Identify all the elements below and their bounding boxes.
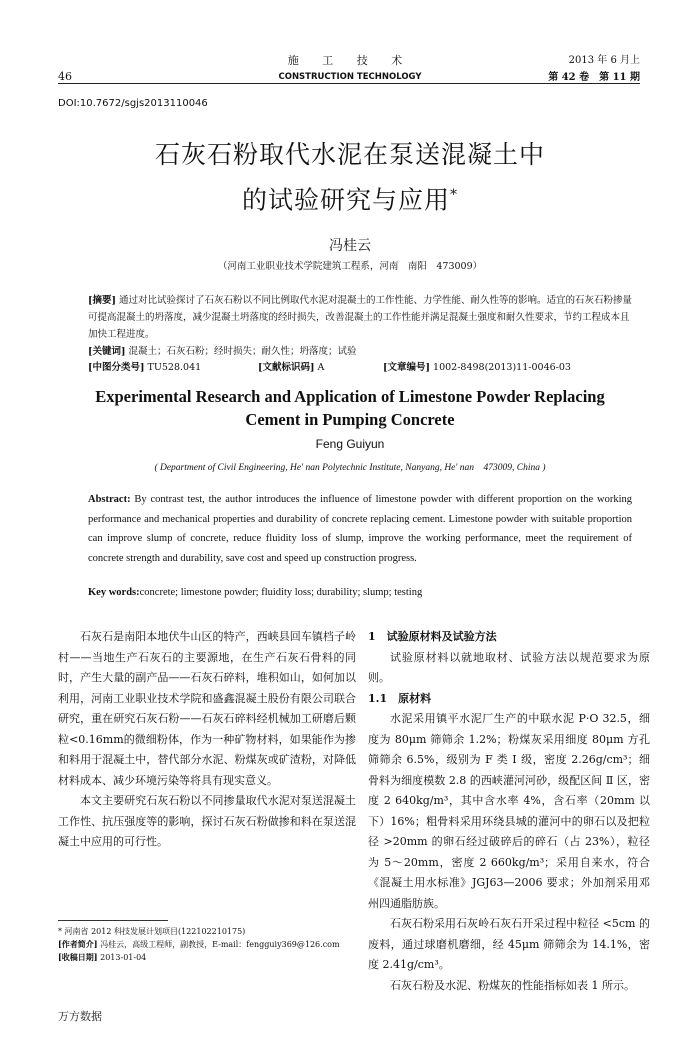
- doc-code: [258, 359, 324, 373]
- author-cn: 冯桂云: [329, 238, 371, 254]
- fund-footnote: * 河南省 2012 科技发展计划项目(122102210175): [58, 927, 246, 936]
- title-cn-line2: 的试验研究与应用: [241, 185, 450, 215]
- abstract-en-text: By contrast test, the author introduces the influence of limestone powder with different proportion on the working performance and mechanical properties and durability of concrete replacing cement. Limestone powder with suitable proportion can improve slump of concrete, reduce fluidity loss of slump, improve the working performance, meet the requirement of concrete strength and durability, save cost and speed up construction progress.: [88, 494, 632, 564]
- materials-paragraph-3: 石灰石粉及水泥、粉煤灰的性能指标如表 1 所示。: [390, 978, 635, 992]
- affiliation-cn: （河南工业职业技术学院建筑工程系，河南 南阳 473009）: [217, 261, 483, 272]
- issue-date: 2013 年 6 月上: [568, 55, 640, 66]
- issue-info: [548, 52, 640, 86]
- page-number: 46: [58, 70, 72, 83]
- materials-paragraph-1: 水泥采用镇平水泥厂生产的中联水泥 P·O 32.5，细度为 80μm 筛筛余 1.2%；粉煤灰采用细度 80μm 方孔筛筛余 6.5%，级别为 F 类 Ⅰ 级，密度 2.26g/cm³；细骨料为细度模数 2.8 的西峡灌河河砂，级配区间 Ⅱ 区，密度 2 640kg/m³，其中含水率 4%，含石率（20mm 以下）16%；粗骨料采用环绕县城的灌河中的卵石以及把粒径 >20mm 的卵石经过破碎后的碎石（占 23%），粒径为 5～20mm，密度 2 660kg/m³；采用自来水，符合《混凝土用水标准》JGJ63—2006 要求；外加剂采用邓州四通脂肪族。: [368, 712, 650, 910]
- article-number: [383, 359, 571, 373]
- wanfang-watermark: 万方数据: [58, 1010, 102, 1023]
- intro-paragraph-1: 石灰石是南阳本地伏牛山区的特产，西峡县回车镇档子岭村——当地生产石灰石的主要源地，在生产石灰石骨料的同时，产生大量的副产品——石灰石碎料，堆积如山，如何加以利用，河南工业职业技术学院和盛鑫混凝土股份有限公司联合研究，重在研究石灰石粉——石灰石碎料经机械加工研磨后颗粒<0.16mm的微细粉体，作为一种矿物材料，如果能作为掺和料用于混凝土中，替代部分水泥、粉煤灰或矿渣粉，对降低材料成本、减少环境污染等将具有现实意义。: [58, 630, 356, 787]
- keywords-cn: 混凝土；石灰石粉；经时损失；耐久性；坍落度；试验: [128, 346, 357, 357]
- journal-header: [200, 52, 500, 82]
- doc-code-label: [文献标识码]: [258, 362, 315, 373]
- clc-label: [中图分类号]: [88, 362, 145, 373]
- abstract-cn: [88, 292, 633, 360]
- clc-number: [88, 359, 201, 373]
- abstract-en-label: Abstract:: [88, 494, 131, 505]
- materials-paragraph-2: 石灰石粉采用石灰岭石灰石开采过程中粒径 <5cm 的废料，通过球磨机磨细，经 45μm 筛筛余为 14.1%，密度 2.41g/cm³。: [368, 917, 650, 971]
- keywords-en-label: Key words:: [88, 587, 140, 598]
- body-column-left: [58, 627, 356, 853]
- author-en: Feng Guiyun: [315, 437, 385, 451]
- clc-value: TU528.041: [147, 362, 202, 373]
- doi[interactable]: DOI:10.7672/sgjs2013110046: [58, 98, 208, 109]
- article-title-en: [0, 385, 700, 431]
- title-cn-line1: 石灰石粉取代水泥在泵送混凝土中: [154, 140, 545, 169]
- body-column-right: [368, 627, 650, 996]
- abstract-en: [88, 490, 632, 568]
- keywords-cn-label: [关键词]: [88, 346, 126, 357]
- author-bio-label: [作者简介]: [58, 939, 98, 949]
- section-heading-1-1: 1.1 原材料: [368, 691, 432, 705]
- fund-mark: *: [450, 187, 458, 203]
- title-en-line2: Cement in Pumping Concrete: [245, 410, 455, 429]
- abstract-cn-label: [摘要]: [88, 295, 116, 306]
- doc-code-value: A: [317, 362, 325, 373]
- section1-paragraph: 试验原材料以就地取材、试验方法以规范要求为原则。: [368, 650, 650, 684]
- journal-name-en: CONSTRUCTION TECHNOLOGY: [278, 72, 422, 82]
- article-title-cn: [0, 135, 700, 220]
- issue-volume: 第 42 卷 第 11 期: [548, 72, 640, 83]
- abstract-cn-text: 通过对比试验探讨了石灰石粉以不同比例取代水泥对混凝土的工作性能、力学性能、耐久性等的影响。适宜的石灰石粉掺量可提高混凝土的坍落度，减少混凝土坍落度的经时损失，改善混凝土的工作性能并满足混凝土强度和耐久性要求，节约工程成本且加快工程进度。: [88, 295, 633, 340]
- section-heading-1: 1 试验原材料及试验方法: [368, 630, 497, 643]
- title-en-line1: Experimental Research and Application of Limestone Powder Replacing: [95, 387, 605, 406]
- article-number-label: [文章编号]: [383, 362, 430, 373]
- keywords-en-block: [88, 587, 632, 598]
- affiliation-en: ( Department of Civil Engineering, He' nan Polytechnic Institute, Nanyang, He' nan 473009, China ): [154, 463, 546, 473]
- keywords-en: concrete; limestone powder; fluidity loss; durability; slump; testing: [139, 587, 423, 598]
- received-date-label: [收稿日期]: [58, 952, 98, 962]
- journal-name-cn: 施 工 技 术: [287, 54, 413, 67]
- received-date: 2013-01-04: [100, 953, 147, 962]
- footnotes: [58, 925, 358, 964]
- header-divider: [58, 83, 640, 84]
- article-number-value: 1002-8498(2013)11-0046-03: [433, 362, 571, 373]
- footnote-divider: [58, 920, 168, 921]
- intro-paragraph-2: 本文主要研究石灰石粉以不同掺量取代水泥对泵送混凝土工作性、抗压强度等的影响，探讨石灰石粉做掺和料在泵送混凝土中应用的可行性。: [58, 794, 356, 848]
- author-bio: 冯桂云，高级工程师，副教授，E-mail：fengguiy369@126.com: [100, 940, 340, 949]
